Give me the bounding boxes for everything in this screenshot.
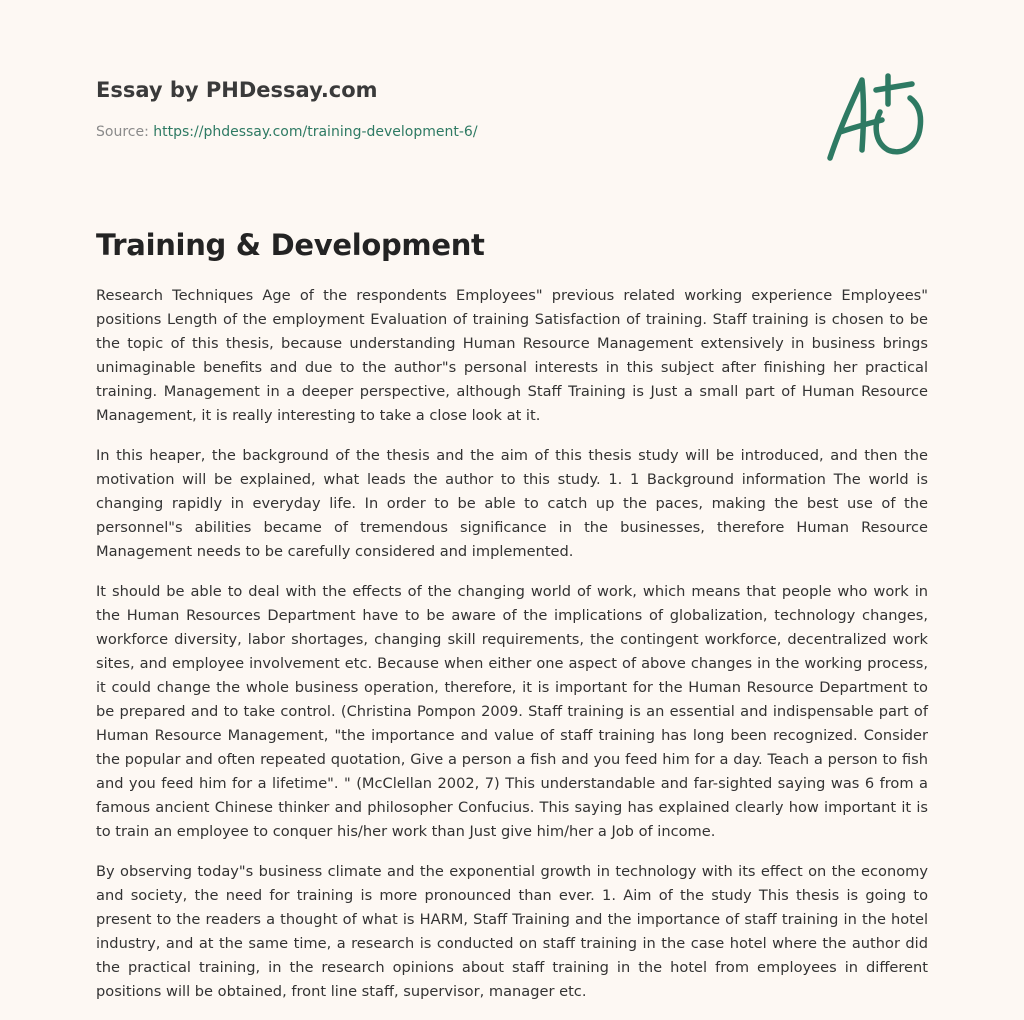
a-plus-grade-icon bbox=[818, 66, 930, 166]
paragraph: By observing today"s business climate and the exponential growth in technology with its effect on the economy and society, the need for training is more pronounced than ever. 1. Aim of the study This thesis is going to present to the readers a thought of what is HARM, Staff Training and the importance of staff training in the hotel industry, and at the same time, a research is conducted on staff training in the case hotel where the author did the practical training, in the research opinions about staff training in the hotel from employees in different positions will be obtained, front line staff, supervisor, manager etc. bbox=[96, 863, 928, 1000]
source-label: Source: bbox=[96, 124, 154, 140]
document-title: Training & Development bbox=[96, 228, 485, 262]
paragraph: In this heaper, the background of the thesis and the aim of this thesis study will be introduced, and then the motivation will be explained, what leads the author to this study. 1. 1 Background information The world is changing rapidly in everyday life. In order to be able to catch up the paces, making the best use of the personnel"s abilities became of tremendous significance in the businesses, therefore Human Resource Management needs to be carefully considered and implemented. bbox=[96, 447, 928, 560]
essay-body bbox=[96, 284, 928, 1020]
paragraph: Research Techniques Age of the respondents Employees" previous related working experience Employees" positions Length of the employment Evaluation of training Satisfaction of training. Staff training is chosen to be the topic of this thesis, because understanding Human Resource Management extensively in business brings unimaginable benefits and due to the author"s personal interests in this subject after finishing her practical training. Management in a deeper perspective, although Staff Training is Just a small part of Human Resource Management, it is really interesting to take a close look at it. bbox=[96, 287, 928, 424]
source-line bbox=[96, 122, 696, 142]
site-title: Essay by PHDessay.com bbox=[96, 78, 378, 102]
source-link[interactable]: https://phdessay.com/training-development-6/ bbox=[153, 124, 478, 140]
paragraph: It should be able to deal with the effects of the changing world of work, which means that people who work in the Human Resources Department have to be aware of the implications of globalization, technology changes, workforce diversity, labor shortages, changing skill requirements, the contingent workforce, decentralized work sites, and employee involvement etc. Because when either one aspect of above changes in the working process, it could change the whole business operation, therefore, it is important for the Human Resource Department to be prepared and to take control. (Christina Pompon 2009. Staff training is an essential and indispensable part of Human Resource Management, "the importance and value of staff training has long been recognized. Consider the popular and often repeated quotation, Give a person a fish and you feed him for a day. Teach a person to fish and you feed him for a lifetime". " (McClellan 2002, 7) This understandable and far-sighted saying was 6 from a famous ancient Chinese thinker and philosopher Confucius. This saying has explained clearly how important it is to train an employee to conquer his/her work than Just give him/her a Job of income. bbox=[96, 583, 928, 840]
page-header bbox=[96, 76, 696, 142]
